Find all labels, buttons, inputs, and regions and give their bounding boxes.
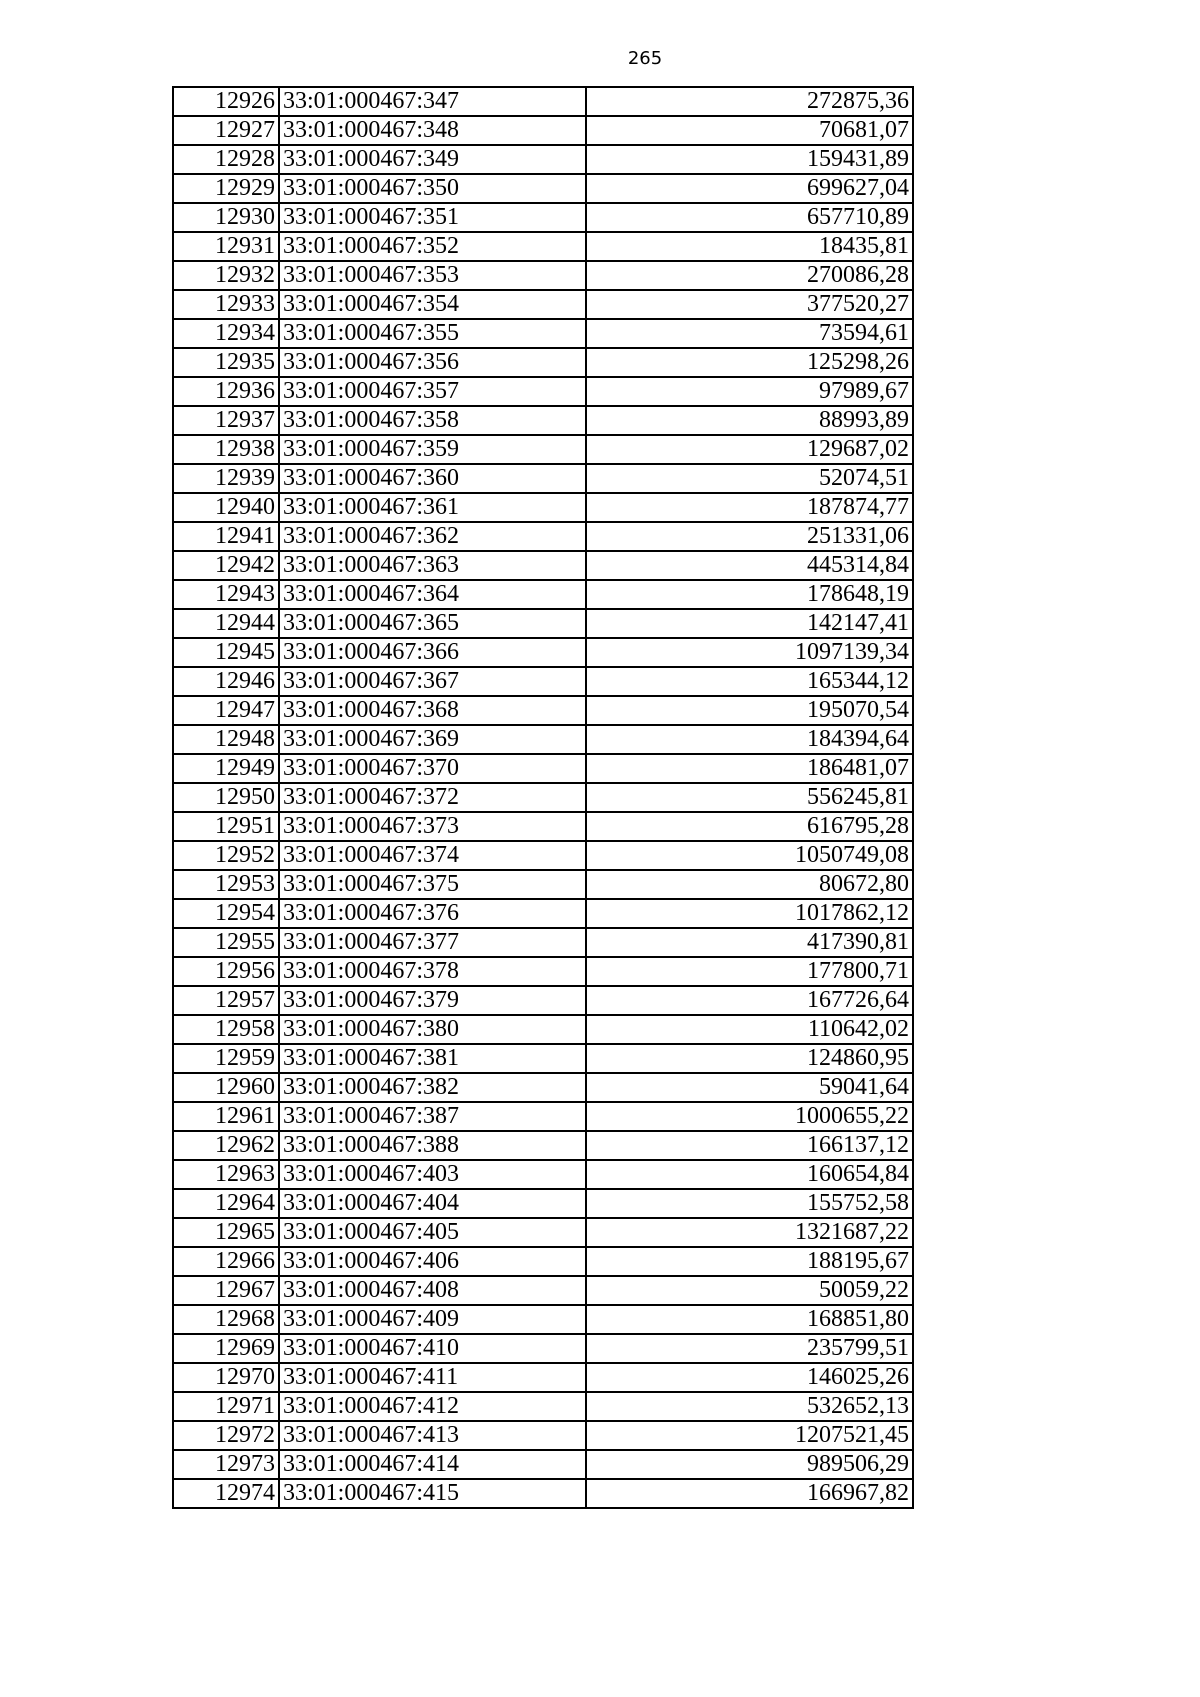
- row-number-cell: 12972: [173, 1421, 279, 1450]
- cadastral-value-cell: 1017862,12: [586, 899, 913, 928]
- row-number-cell: 12931: [173, 232, 279, 261]
- cadastral-value-cell: 73594,61: [586, 319, 913, 348]
- table-body: [173, 87, 913, 1508]
- row-number-cell: 12930: [173, 203, 279, 232]
- cadastral-number-cell: 33:01:000467:411: [279, 1363, 586, 1392]
- row-number-cell: 12936: [173, 377, 279, 406]
- table-row: [173, 986, 913, 1015]
- row-number-cell: 12961: [173, 1102, 279, 1131]
- row-number-cell: 12935: [173, 348, 279, 377]
- table-row: [173, 1479, 913, 1508]
- cadastral-value-cell: 195070,54: [586, 696, 913, 725]
- cadastral-value-cell: 1000655,22: [586, 1102, 913, 1131]
- cadastral-value-cell: 88993,89: [586, 406, 913, 435]
- cadastral-number-cell: 33:01:000467:375: [279, 870, 586, 899]
- cadastral-value-cell: 187874,77: [586, 493, 913, 522]
- table-row: [173, 812, 913, 841]
- table-row: [173, 290, 913, 319]
- cadastral-value-cell: 142147,41: [586, 609, 913, 638]
- table-row: [173, 754, 913, 783]
- cadastral-value-cell: 445314,84: [586, 551, 913, 580]
- row-number-cell: 12928: [173, 145, 279, 174]
- cadastral-value-cell: 50059,22: [586, 1276, 913, 1305]
- table-row: [173, 1102, 913, 1131]
- cadastral-number-cell: 33:01:000467:348: [279, 116, 586, 145]
- cadastral-number-cell: 33:01:000467:388: [279, 1131, 586, 1160]
- row-number-cell: 12970: [173, 1363, 279, 1392]
- cadastral-number-cell: 33:01:000467:410: [279, 1334, 586, 1363]
- cadastral-value-cell: 125298,26: [586, 348, 913, 377]
- cadastral-number-cell: 33:01:000467:414: [279, 1450, 586, 1479]
- table-row: [173, 725, 913, 754]
- cadastral-number-cell: 33:01:000467:408: [279, 1276, 586, 1305]
- cadastral-value-cell: 989506,29: [586, 1450, 913, 1479]
- row-number-cell: 12929: [173, 174, 279, 203]
- cadastral-value-cell: 251331,06: [586, 522, 913, 551]
- cadastral-value-cell: 417390,81: [586, 928, 913, 957]
- cadastral-number-cell: 33:01:000467:372: [279, 783, 586, 812]
- table-row: [173, 783, 913, 812]
- table-row: [173, 319, 913, 348]
- row-number-cell: 12954: [173, 899, 279, 928]
- row-number-cell: 12927: [173, 116, 279, 145]
- row-number-cell: 12944: [173, 609, 279, 638]
- cadastral-number-cell: 33:01:000467:382: [279, 1073, 586, 1102]
- table-row: [173, 667, 913, 696]
- row-number-cell: 12957: [173, 986, 279, 1015]
- table-row: [173, 1073, 913, 1102]
- table-row: [173, 174, 913, 203]
- cadastral-value-cell: 657710,89: [586, 203, 913, 232]
- row-number-cell: 12952: [173, 841, 279, 870]
- cadastral-number-cell: 33:01:000467:369: [279, 725, 586, 754]
- cadastral-value-cell: 184394,64: [586, 725, 913, 754]
- cadastral-value-cell: 97989,67: [586, 377, 913, 406]
- table-row: [173, 1247, 913, 1276]
- row-number-cell: 12967: [173, 1276, 279, 1305]
- cadastral-value-cell: 377520,27: [586, 290, 913, 319]
- cadastral-number-cell: 33:01:000467:364: [279, 580, 586, 609]
- cadastral-number-cell: 33:01:000467:358: [279, 406, 586, 435]
- cadastral-value-cell: 186481,07: [586, 754, 913, 783]
- cadastral-value-cell: 165344,12: [586, 667, 913, 696]
- cadastral-number-cell: 33:01:000467:409: [279, 1305, 586, 1334]
- cadastral-number-cell: 33:01:000467:378: [279, 957, 586, 986]
- row-number-cell: 12939: [173, 464, 279, 493]
- cadastral-value-cell: 1207521,45: [586, 1421, 913, 1450]
- cadastral-number-cell: 33:01:000467:347: [279, 87, 586, 116]
- cadastral-number-cell: 33:01:000467:359: [279, 435, 586, 464]
- table-row: [173, 957, 913, 986]
- cadastral-number-cell: 33:01:000467:370: [279, 754, 586, 783]
- table-row: [173, 696, 913, 725]
- cadastral-number-cell: 33:01:000467:357: [279, 377, 586, 406]
- table-row: [173, 87, 913, 116]
- cadastral-number-cell: 33:01:000467:355: [279, 319, 586, 348]
- cadastral-number-cell: 33:01:000467:349: [279, 145, 586, 174]
- row-number-cell: 12971: [173, 1392, 279, 1421]
- row-number-cell: 12966: [173, 1247, 279, 1276]
- table-row: [173, 116, 913, 145]
- table-row: [173, 638, 913, 667]
- row-number-cell: 12948: [173, 725, 279, 754]
- table-row: [173, 1276, 913, 1305]
- table-row: [173, 1363, 913, 1392]
- cadastral-value-cell: 70681,07: [586, 116, 913, 145]
- row-number-cell: 12965: [173, 1218, 279, 1247]
- table-row: [173, 1218, 913, 1247]
- row-number-cell: 12940: [173, 493, 279, 522]
- row-number-cell: 12969: [173, 1334, 279, 1363]
- cadastral-number-cell: 33:01:000467:377: [279, 928, 586, 957]
- row-number-cell: 12962: [173, 1131, 279, 1160]
- table-row: [173, 1131, 913, 1160]
- cadastral-number-cell: 33:01:000467:351: [279, 203, 586, 232]
- cadastral-value-cell: 124860,95: [586, 1044, 913, 1073]
- cadastral-number-cell: 33:01:000467:373: [279, 812, 586, 841]
- cadastral-number-cell: 33:01:000467:405: [279, 1218, 586, 1247]
- table-row: [173, 348, 913, 377]
- cadastral-value-table: [172, 86, 914, 1509]
- table-row: [173, 609, 913, 638]
- cadastral-value-cell: 159431,89: [586, 145, 913, 174]
- cadastral-value-cell: 18435,81: [586, 232, 913, 261]
- cadastral-number-cell: 33:01:000467:365: [279, 609, 586, 638]
- table-row: [173, 899, 913, 928]
- cadastral-number-cell: 33:01:000467:376: [279, 899, 586, 928]
- cadastral-number-cell: 33:01:000467:381: [279, 1044, 586, 1073]
- cadastral-value-cell: 556245,81: [586, 783, 913, 812]
- table-row: [173, 1305, 913, 1334]
- cadastral-number-cell: 33:01:000467:361: [279, 493, 586, 522]
- cadastral-value-cell: 160654,84: [586, 1160, 913, 1189]
- cadastral-number-cell: 33:01:000467:387: [279, 1102, 586, 1131]
- cadastral-value-cell: 177800,71: [586, 957, 913, 986]
- cadastral-number-cell: 33:01:000467:360: [279, 464, 586, 493]
- cadastral-value-cell: 80672,80: [586, 870, 913, 899]
- cadastral-number-cell: 33:01:000467:363: [279, 551, 586, 580]
- row-number-cell: 12938: [173, 435, 279, 464]
- table-row: [173, 522, 913, 551]
- cadastral-number-cell: 33:01:000467:354: [279, 290, 586, 319]
- cadastral-number-cell: 33:01:000467:415: [279, 1479, 586, 1508]
- table-row: [173, 580, 913, 609]
- cadastral-value-cell: 1050749,08: [586, 841, 913, 870]
- cadastral-value-cell: 616795,28: [586, 812, 913, 841]
- row-number-cell: 12947: [173, 696, 279, 725]
- row-number-cell: 12933: [173, 290, 279, 319]
- cadastral-value-cell: 59041,64: [586, 1073, 913, 1102]
- row-number-cell: 12974: [173, 1479, 279, 1508]
- cadastral-value-cell: 1097139,34: [586, 638, 913, 667]
- table-row: [173, 1044, 913, 1073]
- table-row: [173, 377, 913, 406]
- cadastral-value-cell: 235799,51: [586, 1334, 913, 1363]
- page-number: 265: [627, 48, 663, 69]
- row-number-cell: 12951: [173, 812, 279, 841]
- cadastral-number-cell: 33:01:000467:366: [279, 638, 586, 667]
- row-number-cell: 12964: [173, 1189, 279, 1218]
- cadastral-number-cell: 33:01:000467:380: [279, 1015, 586, 1044]
- cadastral-value-cell: 166967,82: [586, 1479, 913, 1508]
- cadastral-value-cell: 188195,67: [586, 1247, 913, 1276]
- cadastral-number-cell: 33:01:000467:353: [279, 261, 586, 290]
- cadastral-value-cell: 129687,02: [586, 435, 913, 464]
- table-row: [173, 1015, 913, 1044]
- cadastral-number-cell: 33:01:000467:374: [279, 841, 586, 870]
- cadastral-value-cell: 272875,36: [586, 87, 913, 116]
- row-number-cell: 12945: [173, 638, 279, 667]
- row-number-cell: 12955: [173, 928, 279, 957]
- cadastral-value-cell: 532652,13: [586, 1392, 913, 1421]
- row-number-cell: 12968: [173, 1305, 279, 1334]
- table-row: [173, 145, 913, 174]
- row-number-cell: 12973: [173, 1450, 279, 1479]
- table-row: [173, 1334, 913, 1363]
- row-number-cell: 12941: [173, 522, 279, 551]
- cadastral-value-cell: 155752,58: [586, 1189, 913, 1218]
- table-row: [173, 841, 913, 870]
- row-number-cell: 12958: [173, 1015, 279, 1044]
- cadastral-number-cell: 33:01:000467:404: [279, 1189, 586, 1218]
- cadastral-value-cell: 1321687,22: [586, 1218, 913, 1247]
- row-number-cell: 12956: [173, 957, 279, 986]
- cadastral-value-cell: 270086,28: [586, 261, 913, 290]
- table-row: [173, 232, 913, 261]
- row-number-cell: 12963: [173, 1160, 279, 1189]
- table-row: [173, 870, 913, 899]
- table-row: [173, 493, 913, 522]
- row-number-cell: 12959: [173, 1044, 279, 1073]
- cadastral-number-cell: 33:01:000467:412: [279, 1392, 586, 1421]
- row-number-cell: 12946: [173, 667, 279, 696]
- table-row: [173, 1160, 913, 1189]
- table-row: [173, 551, 913, 580]
- row-number-cell: 12943: [173, 580, 279, 609]
- cadastral-number-cell: 33:01:000467:406: [279, 1247, 586, 1276]
- table-row: [173, 406, 913, 435]
- table-row: [173, 261, 913, 290]
- table-row: [173, 1450, 913, 1479]
- table-row: [173, 435, 913, 464]
- cadastral-value-cell: 168851,80: [586, 1305, 913, 1334]
- row-number-cell: 12932: [173, 261, 279, 290]
- cadastral-value-cell: 166137,12: [586, 1131, 913, 1160]
- cadastral-number-cell: 33:01:000467:352: [279, 232, 586, 261]
- table-row: [173, 1421, 913, 1450]
- cadastral-number-cell: 33:01:000467:413: [279, 1421, 586, 1450]
- row-number-cell: 12950: [173, 783, 279, 812]
- row-number-cell: 12949: [173, 754, 279, 783]
- cadastral-number-cell: 33:01:000467:379: [279, 986, 586, 1015]
- cadastral-value-cell: 167726,64: [586, 986, 913, 1015]
- row-number-cell: 12953: [173, 870, 279, 899]
- row-number-cell: 12937: [173, 406, 279, 435]
- cadastral-number-cell: 33:01:000467:356: [279, 348, 586, 377]
- cadastral-value-cell: 178648,19: [586, 580, 913, 609]
- table-row: [173, 203, 913, 232]
- cadastral-value-cell: 146025,26: [586, 1363, 913, 1392]
- cadastral-value-cell: 52074,51: [586, 464, 913, 493]
- cadastral-number-cell: 33:01:000467:403: [279, 1160, 586, 1189]
- row-number-cell: 12960: [173, 1073, 279, 1102]
- cadastral-number-cell: 33:01:000467:350: [279, 174, 586, 203]
- row-number-cell: 12934: [173, 319, 279, 348]
- cadastral-value-cell: 699627,04: [586, 174, 913, 203]
- table-row: [173, 928, 913, 957]
- table-row: [173, 464, 913, 493]
- row-number-cell: 12926: [173, 87, 279, 116]
- table-row: [173, 1189, 913, 1218]
- cadastral-number-cell: 33:01:000467:367: [279, 667, 586, 696]
- cadastral-number-cell: 33:01:000467:362: [279, 522, 586, 551]
- cadastral-value-cell: 110642,02: [586, 1015, 913, 1044]
- row-number-cell: 12942: [173, 551, 279, 580]
- table-row: [173, 1392, 913, 1421]
- cadastral-number-cell: 33:01:000467:368: [279, 696, 586, 725]
